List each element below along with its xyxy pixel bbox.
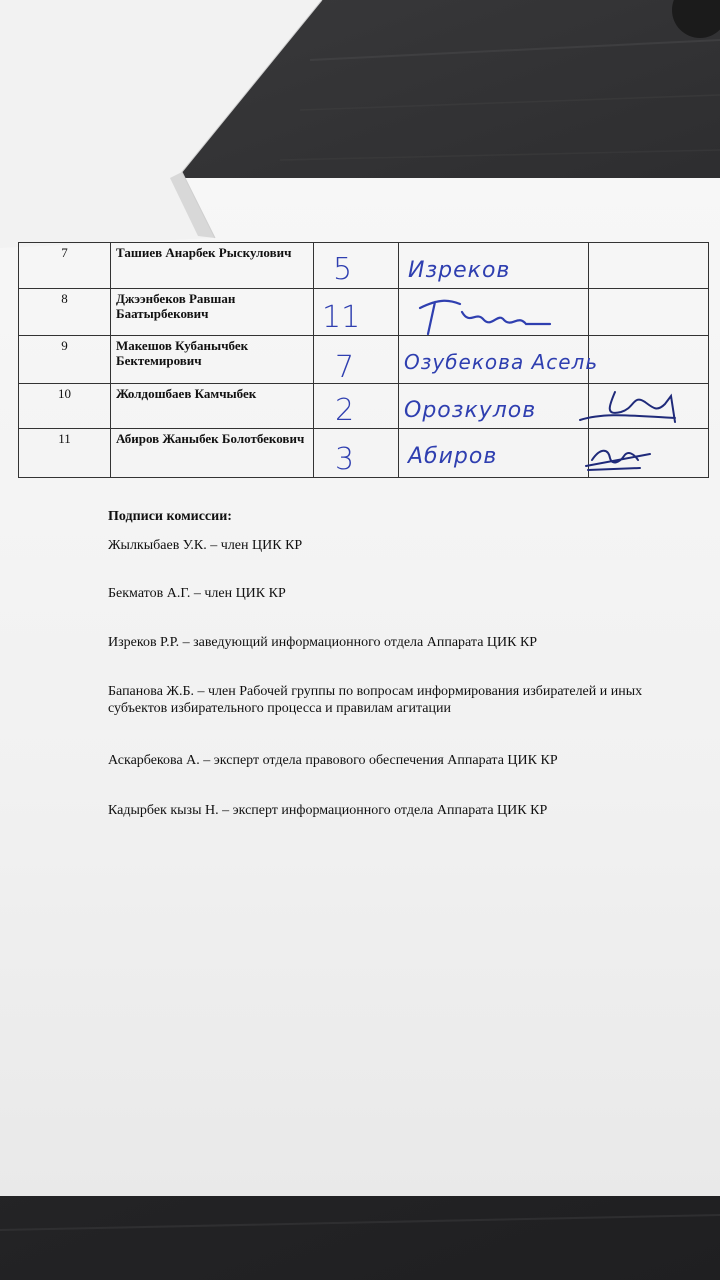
extra-cell [589,384,709,429]
table-row [19,243,709,289]
handwritten-count: 2 [335,393,355,428]
handwritten-count: 7 [335,350,355,385]
signature-cell [399,289,589,336]
candidate-name: Макешов Кубанычбек Бектемирович [111,336,314,384]
signature-cell [399,336,589,384]
row-number: 7 [19,243,111,289]
candidate-name: Ташиев Анарбек Рыскулович [111,243,314,289]
commission-member: Аскарбекова А. – эксперт отдела правового обеспечения Аппарата ЦИК КР [108,753,558,768]
row-number: 9 [19,336,111,384]
candidate-name: Джээнбеков Равшан Баатырбекович [111,289,314,336]
row-number: 11 [19,429,111,478]
overlapping-sheet [0,0,720,260]
commission-member: Кадырбек кызы Н. – эксперт информационного отдела Аппарата ЦИК КР [108,803,548,818]
handwritten-count: 11 [322,300,361,335]
handwritten-count: 5 [333,252,353,287]
candidate-name: Абиров Жаныбек Болотбекович [111,429,314,478]
signature-cell [399,384,589,429]
row-number: 8 [19,289,111,336]
count-cell [314,243,399,289]
candidates-table [18,242,709,478]
handwritten-signature: Абиров [408,444,498,469]
count-cell [314,429,399,478]
table-row [19,384,709,429]
handwritten-signature: Изреков [408,258,511,283]
commission-title: Подписи комиссии: [108,509,232,524]
extra-cell [589,289,709,336]
table-row [19,289,709,336]
commission-member: Жылкыбаев У.К. – член ЦИК КР [108,538,303,553]
candidate-name: Жолдошбаев Камчыбек [111,384,314,429]
extra-cell [589,243,709,289]
extra-cell [589,429,709,478]
extra-cell [589,336,709,384]
commission-member: Бапанова Ж.Б. – член Рабочей группы по вопросам информирования избирателей и иных субъектов избирательного процесса и правилам агитации [108,684,643,716]
count-cell [314,336,399,384]
count-cell [314,289,399,336]
table-row [19,429,709,478]
handwritten-signature: Орозкулов [404,398,537,423]
commission-member: Бекматов А.Г. – член ЦИК КР [108,586,286,601]
signature-cell [399,243,589,289]
table-row [19,336,709,384]
count-cell [314,384,399,429]
commission-member: Изреков Р.Р. – заведующий информационного отдела Аппарата ЦИК КР [108,635,538,650]
handwritten-count: 3 [335,442,355,477]
signature-cell [399,429,589,478]
row-number: 10 [19,384,111,429]
handwritten-signature: Озубекова Асель [404,350,599,374]
